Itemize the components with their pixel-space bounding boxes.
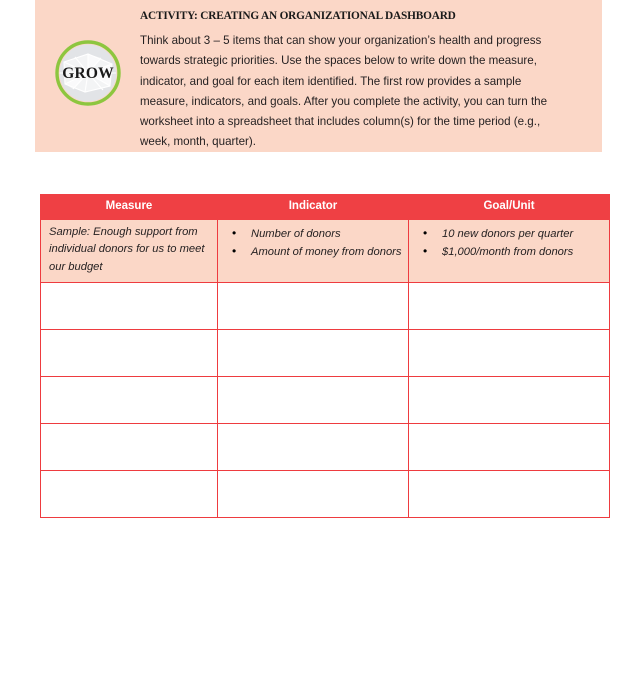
indicator-input-cell-4[interactable] xyxy=(218,424,409,471)
indicator-input-cell-3[interactable] xyxy=(218,377,409,424)
goal-blank-5[interactable] xyxy=(409,471,609,517)
table-row xyxy=(41,471,610,518)
sample-indicator-cell xyxy=(218,219,409,283)
activity-banner xyxy=(35,0,602,152)
goal-blank-3[interactable] xyxy=(409,377,609,423)
sample-goal-cell xyxy=(409,219,610,283)
indicator-blank-1[interactable] xyxy=(218,283,408,329)
measure-input-cell-2[interactable] xyxy=(41,330,218,377)
measure-blank-5[interactable] xyxy=(41,471,217,517)
measure-blank-3[interactable] xyxy=(41,377,217,423)
measure-input-cell-1[interactable] xyxy=(41,283,218,330)
goal-input-cell-5[interactable] xyxy=(409,471,610,518)
indicator-input-cell-1[interactable] xyxy=(218,283,409,330)
list-item: • 10 new donors per quarter xyxy=(419,225,603,243)
measure-input-cell-5[interactable] xyxy=(41,471,218,518)
sample-measure-cell xyxy=(41,219,218,283)
goal-blank-4[interactable] xyxy=(409,424,609,470)
dashboard-worksheet-table xyxy=(40,194,610,518)
table-header-row xyxy=(41,195,610,220)
measure-input-cell-4[interactable] xyxy=(41,424,218,471)
goal-blank-2[interactable] xyxy=(409,330,609,376)
svg-text:GROW: GROW xyxy=(61,65,114,82)
list-item: • $1,000/month from donors xyxy=(419,243,603,261)
sample-measure-text: Sample: Enough support from individual donors for us to meet our budget xyxy=(49,225,205,273)
measure-blank-4[interactable] xyxy=(41,424,217,470)
sample-goal-list xyxy=(409,220,609,267)
table-row xyxy=(41,283,610,330)
measure-blank-2[interactable] xyxy=(41,330,217,376)
banner-text-block xyxy=(140,0,602,153)
goal-input-cell-1[interactable] xyxy=(409,283,610,330)
table-row xyxy=(41,424,610,471)
column-header-measure: Measure xyxy=(41,195,218,220)
indicator-blank-3[interactable] xyxy=(218,377,408,423)
indicator-input-cell-5[interactable] xyxy=(218,471,409,518)
indicator-blank-5[interactable] xyxy=(218,471,408,517)
column-header-indicator: Indicator xyxy=(218,195,409,220)
sample-indicator-list xyxy=(218,220,408,267)
measure-input-cell-3[interactable] xyxy=(41,377,218,424)
grow-badge-container xyxy=(35,0,140,106)
activity-description: Think about 3 – 5 items that can show your organization’s health and progress towards strategic priorities. Use the spaces below to write down the measure, indicator, and goal for each item identified. The first row provides a sample measure, indicators, and goals. After you complete the activity, you can turn the worksheet into a spreadsheet that includes column(s) for the time period (e.g., week, month, quarter). xyxy=(140,33,548,149)
indicator-input-cell-2[interactable] xyxy=(218,330,409,377)
column-header-goal-unit: Goal/Unit xyxy=(409,195,610,220)
grow-badge xyxy=(55,40,121,106)
goal-input-cell-4[interactable] xyxy=(409,424,610,471)
activity-title: ACTIVITY: CREATING AN ORGANIZATIONAL DASHBOARD xyxy=(140,8,456,22)
goal-input-cell-3[interactable] xyxy=(409,377,610,424)
table-row xyxy=(41,330,610,377)
list-item: • Amount of money from donors xyxy=(228,243,402,261)
goal-blank-1[interactable] xyxy=(409,283,609,329)
indicator-blank-2[interactable] xyxy=(218,330,408,376)
goal-input-cell-2[interactable] xyxy=(409,330,610,377)
origami-star-icon xyxy=(55,40,121,106)
indicator-blank-4[interactable] xyxy=(218,424,408,470)
table-row-sample xyxy=(41,219,610,283)
measure-blank-1[interactable] xyxy=(41,283,217,329)
table-row xyxy=(41,377,610,424)
list-item: • Number of donors xyxy=(228,225,402,243)
